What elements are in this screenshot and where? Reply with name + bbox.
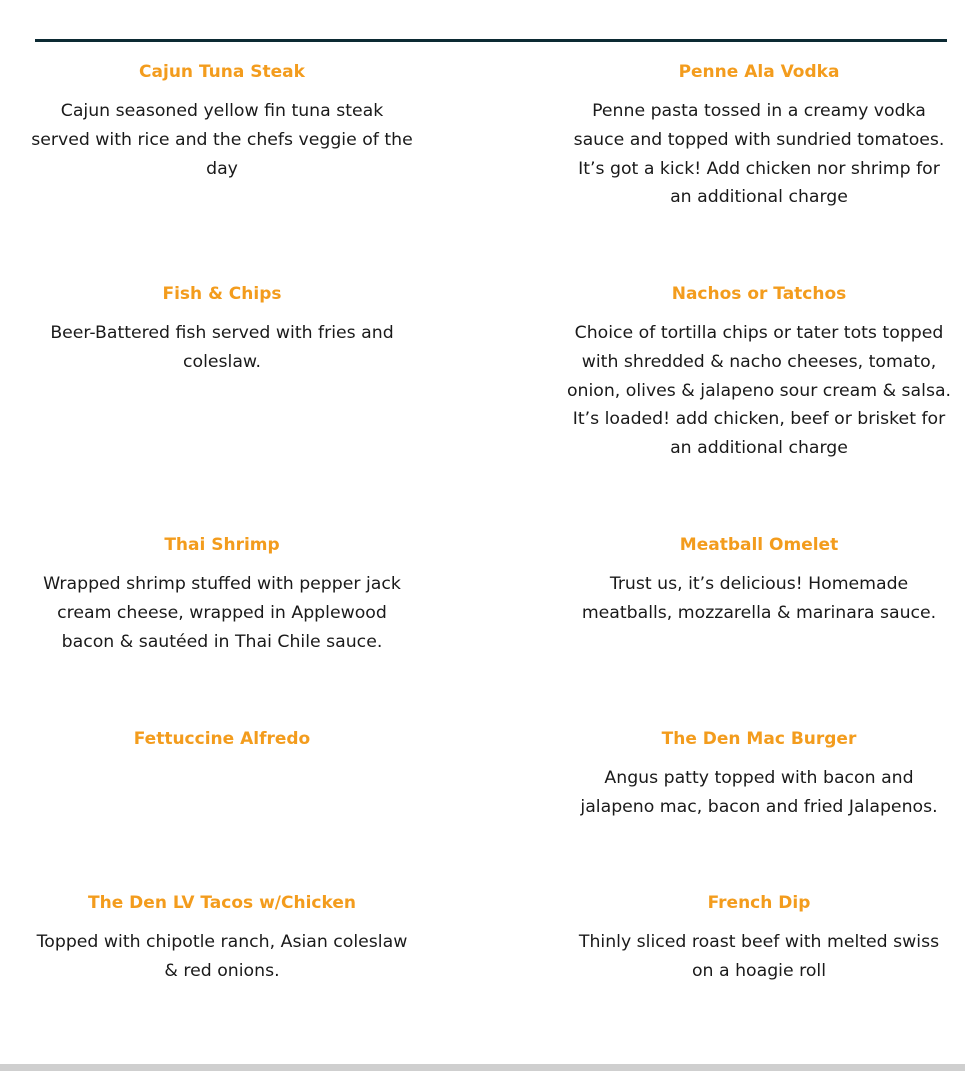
menu-item-description: Beer-Battered fish served with fries and coleslaw. xyxy=(50,323,394,372)
menu-item-thai-shrimp xyxy=(30,534,414,656)
menu-item-den-lv-tacos xyxy=(30,892,414,986)
menu-item-title: Cajun Tuna Steak xyxy=(139,62,305,82)
menu-item-title: The Den LV Tacos w/Chicken xyxy=(88,893,356,913)
menu-item-title: Meatball Omelet xyxy=(679,535,839,555)
menu-item-title: Penne Ala Vodka xyxy=(678,62,840,82)
menu-item-description: Cajun seasoned yellow fin tuna steak served with rice and the chefs veggie of the day xyxy=(31,101,413,179)
menu-item-description: Thinly sliced roast beef with melted swiss on a hoagie roll xyxy=(578,932,940,981)
menu-item-title: Fish & Chips xyxy=(162,284,282,304)
menu-item-description: Angus patty topped with bacon and jalapeno mac, bacon and fried Jalapenos. xyxy=(580,768,938,817)
menu-item-fish-and-chips xyxy=(30,283,414,377)
menu-item-description: Wrapped shrimp stuffed with pepper jack cream cheese, wrapped in Applewood bacon & sautéed in Thai Chile sauce. xyxy=(43,574,401,652)
menu-item-description: Trust us, it’s delicious! Homemade meatballs, mozzarella & marinara sauce. xyxy=(581,574,937,623)
menu-item-meatball-omelet xyxy=(566,534,952,628)
menu-item-description: Choice of tortilla chips or tater tots topped with shredded & nacho cheeses, tomato, onion, olives & jalapeno sour cream & salsa. It’s loaded! add chicken, beef or brisket for an additional charge xyxy=(566,323,952,459)
menu-item-french-dip xyxy=(566,892,952,986)
menu-item-cajun-tuna-steak xyxy=(30,61,414,183)
top-divider xyxy=(35,39,947,42)
menu-item-fettuccine-alfredo xyxy=(30,728,414,764)
menu-item-title: The Den Mac Burger xyxy=(661,729,857,749)
bottom-scroll-edge xyxy=(0,1064,965,1071)
menu-item-title: Nachos or Tatchos xyxy=(671,284,847,304)
menu-item-title: Thai Shrimp xyxy=(164,535,280,555)
menu-item-description: Penne pasta tossed in a creamy vodka sauce and topped with sundried tomatoes. It’s got a kick! Add chicken nor shrimp for an additional charge xyxy=(573,101,945,208)
menu-item-title: French Dip xyxy=(707,893,811,913)
menu-item-title: Fettuccine Alfredo xyxy=(133,729,311,749)
menu-item-den-mac-burger xyxy=(566,728,952,822)
menu-item-nachos-or-tatchos xyxy=(566,283,952,463)
menu-item-description: Topped with chipotle ranch, Asian coleslaw & red onions. xyxy=(36,932,408,981)
menu-item-penne-ala-vodka xyxy=(566,61,952,212)
